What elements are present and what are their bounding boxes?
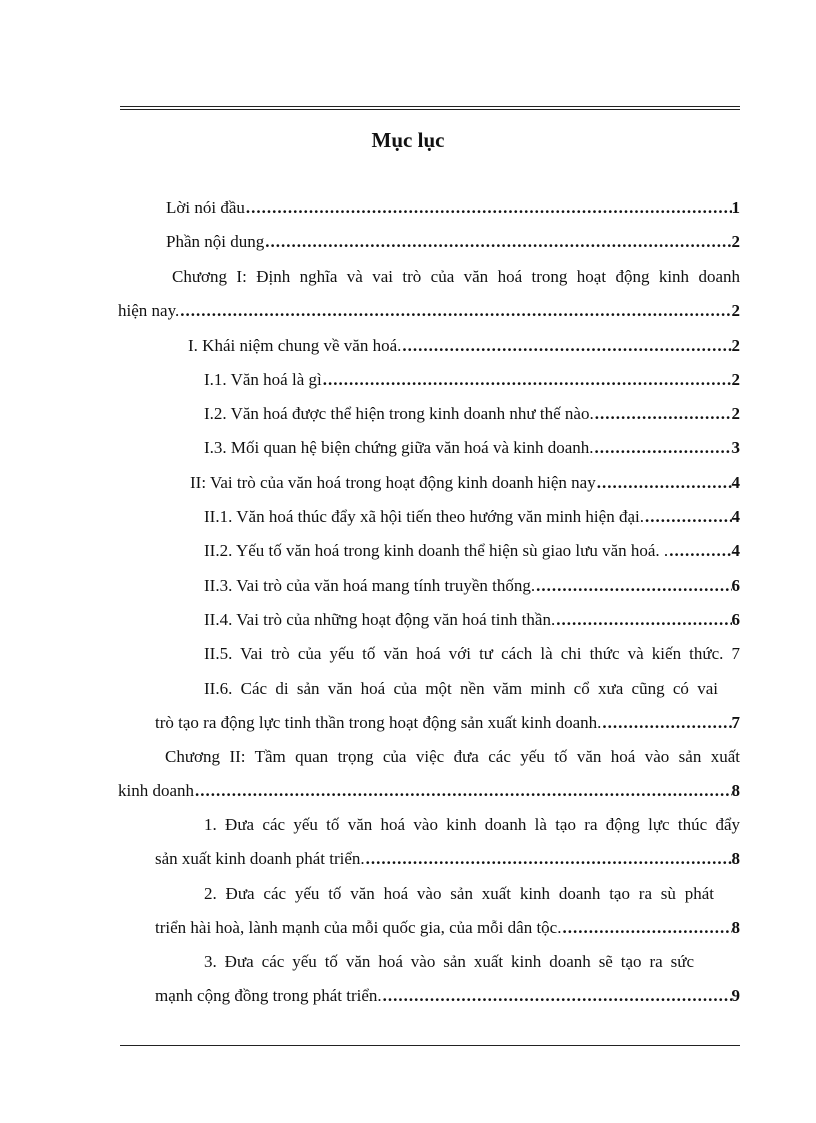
toc-entry-text: kinh doanh: [118, 781, 195, 800]
toc-entry-muc-II5[interactable]: II.5. Vai trò của yếu tố văn hoá với tư cách là chi thức và kiến thức. 7: [204, 644, 740, 663]
toc-entry-text: I.3. Mối quan hệ biện chứng giữa văn hoá và kinh doanh.: [204, 438, 594, 457]
toc-entry-text: 1. Đưa các yếu tố văn hoá vào kinh doanh là tạo ra động lực thúc đẩy: [204, 815, 740, 834]
dot-leader: [594, 404, 732, 424]
toc-entry-muc-II3[interactable]: [0, 576, 740, 610]
toc-entry-text: I. Khái niệm chung về văn hoá.: [188, 336, 402, 355]
toc-page-number: 9: [731, 986, 740, 1005]
toc-page-number: 4: [731, 507, 740, 526]
toc-entry-text: II.6. Các di sản văn hoá của một nền văm minh cổ xưa cũng có vai: [204, 679, 718, 698]
toc-entry-muc-II2[interactable]: [0, 541, 740, 575]
dot-leader: [365, 849, 732, 869]
dot-leader: [594, 438, 732, 458]
dot-leader: [264, 232, 731, 252]
toc-entry-text: sản xuất kinh doanh phát triển.: [155, 849, 365, 868]
toc-page-number: 8: [731, 849, 740, 868]
toc-entry-muc-I2[interactable]: [0, 404, 740, 438]
toc-entry-continuation: [0, 781, 740, 815]
dot-leader: [179, 301, 731, 321]
dot-leader: [401, 336, 731, 356]
toc-entry-muc-II1[interactable]: [0, 507, 740, 541]
toc-entry-text: Chương II: Tầm quan trọng của việc đưa các yếu tố văn hoá vào sản xuất: [165, 747, 740, 766]
dot-leader: [382, 986, 732, 1006]
toc-entry-continuation: [0, 713, 740, 747]
toc-page-number: 6: [731, 610, 740, 629]
toc-entry-continuation: [0, 986, 740, 1020]
toc-entry-loi-noi-dau[interactable]: [0, 198, 740, 232]
dot-leader: [668, 541, 731, 561]
toc-page-number: 2: [731, 301, 740, 320]
toc-entry-muc-I[interactable]: [0, 336, 740, 370]
toc-entry-text: trò tạo ra động lực tinh thần trong hoạt động sản xuất kinh doanh.: [155, 713, 602, 732]
toc-entry-text: 2. Đưa các yếu tố văn hoá vào sản xuất kinh doanh tạo ra sù phát: [204, 884, 714, 903]
toc-entry-text: II: Vai trò của văn hoá trong hoạt động kinh doanh hiện nay: [190, 473, 596, 492]
dot-leader: [194, 781, 731, 801]
toc-entry-text: Lời nói đầu: [166, 198, 245, 217]
dot-leader: [596, 473, 732, 493]
toc-entry-continuation: [0, 918, 740, 952]
toc-entry-text: Phần nội dung: [166, 232, 265, 251]
toc-page-number: 8: [731, 781, 740, 800]
toc-entry-text: II.3. Vai trò của văn hoá mang tính truyền thống.: [204, 576, 536, 595]
footer-rule: [120, 1045, 740, 1046]
toc-page-number: 2: [731, 336, 740, 355]
toc-entry-text: mạnh cộng đồng trong phát triển.: [155, 986, 382, 1005]
dot-leader: [535, 576, 731, 596]
toc-page-number: 1: [731, 198, 740, 217]
toc-page-number: 8: [731, 918, 740, 937]
toc-entry-text: II.4. Vai trò của những hoạt động văn hoá tinh thần.: [204, 610, 556, 629]
toc-entry-text: II.2. Yếu tố văn hoá trong kinh doanh thể hiện sù giao lưu văn hoá. .: [204, 541, 669, 560]
dot-leader: [322, 370, 732, 390]
toc-entry-muc-I3[interactable]: [0, 438, 740, 472]
toc-entry-muc-II[interactable]: [0, 473, 740, 507]
toc-page-number: 3: [731, 438, 740, 457]
toc-entry-text: Chương I: Định nghĩa và vai trò của văn hoá trong hoạt động kinh doanh: [172, 267, 740, 286]
toc-page-number: 4: [731, 541, 740, 560]
dot-leader: [601, 713, 731, 733]
toc-entry-muc-II4[interactable]: [0, 610, 740, 644]
toc-entry-phan-noi-dung[interactable]: [0, 232, 740, 266]
dot-leader: [245, 198, 732, 218]
toc-entry-text: triển hài hoà, lành mạnh của mỗi quốc gia, của mỗi dân tộc.: [155, 918, 562, 937]
page-title: Mục lục: [371, 128, 445, 152]
dot-leader: [561, 918, 731, 938]
toc-page-number: 6: [731, 576, 740, 595]
toc-page-number: 2: [731, 370, 740, 389]
dot-leader: [644, 507, 732, 527]
toc-entry-text: 3. Đưa các yếu tố văn hoá vào sản xuất kinh doanh sẽ tạo ra sức: [204, 952, 694, 971]
toc-entry-text: I.1. Văn hoá là gì: [204, 370, 322, 389]
toc-entry-muc-I1[interactable]: [0, 370, 740, 404]
toc-entry-continuation: [0, 301, 740, 335]
toc-entry-text: I.2. Văn hoá được thể hiện trong kinh doanh như thế nào.: [204, 404, 594, 423]
toc-entry-continuation: [0, 849, 740, 883]
toc-entry-text: II.1. Văn hoá thúc đẩy xã hội tiến theo hướng văn minh hiện đại.: [204, 507, 644, 526]
header-rule: [120, 106, 740, 110]
toc-page-number: 4: [731, 473, 740, 492]
dot-leader: [555, 610, 731, 630]
toc-entry-text: hiện nay.: [118, 301, 180, 320]
toc-page-number: 7: [731, 713, 740, 732]
toc-page-number: 2: [731, 232, 740, 251]
toc-page-number: 2: [731, 404, 740, 423]
